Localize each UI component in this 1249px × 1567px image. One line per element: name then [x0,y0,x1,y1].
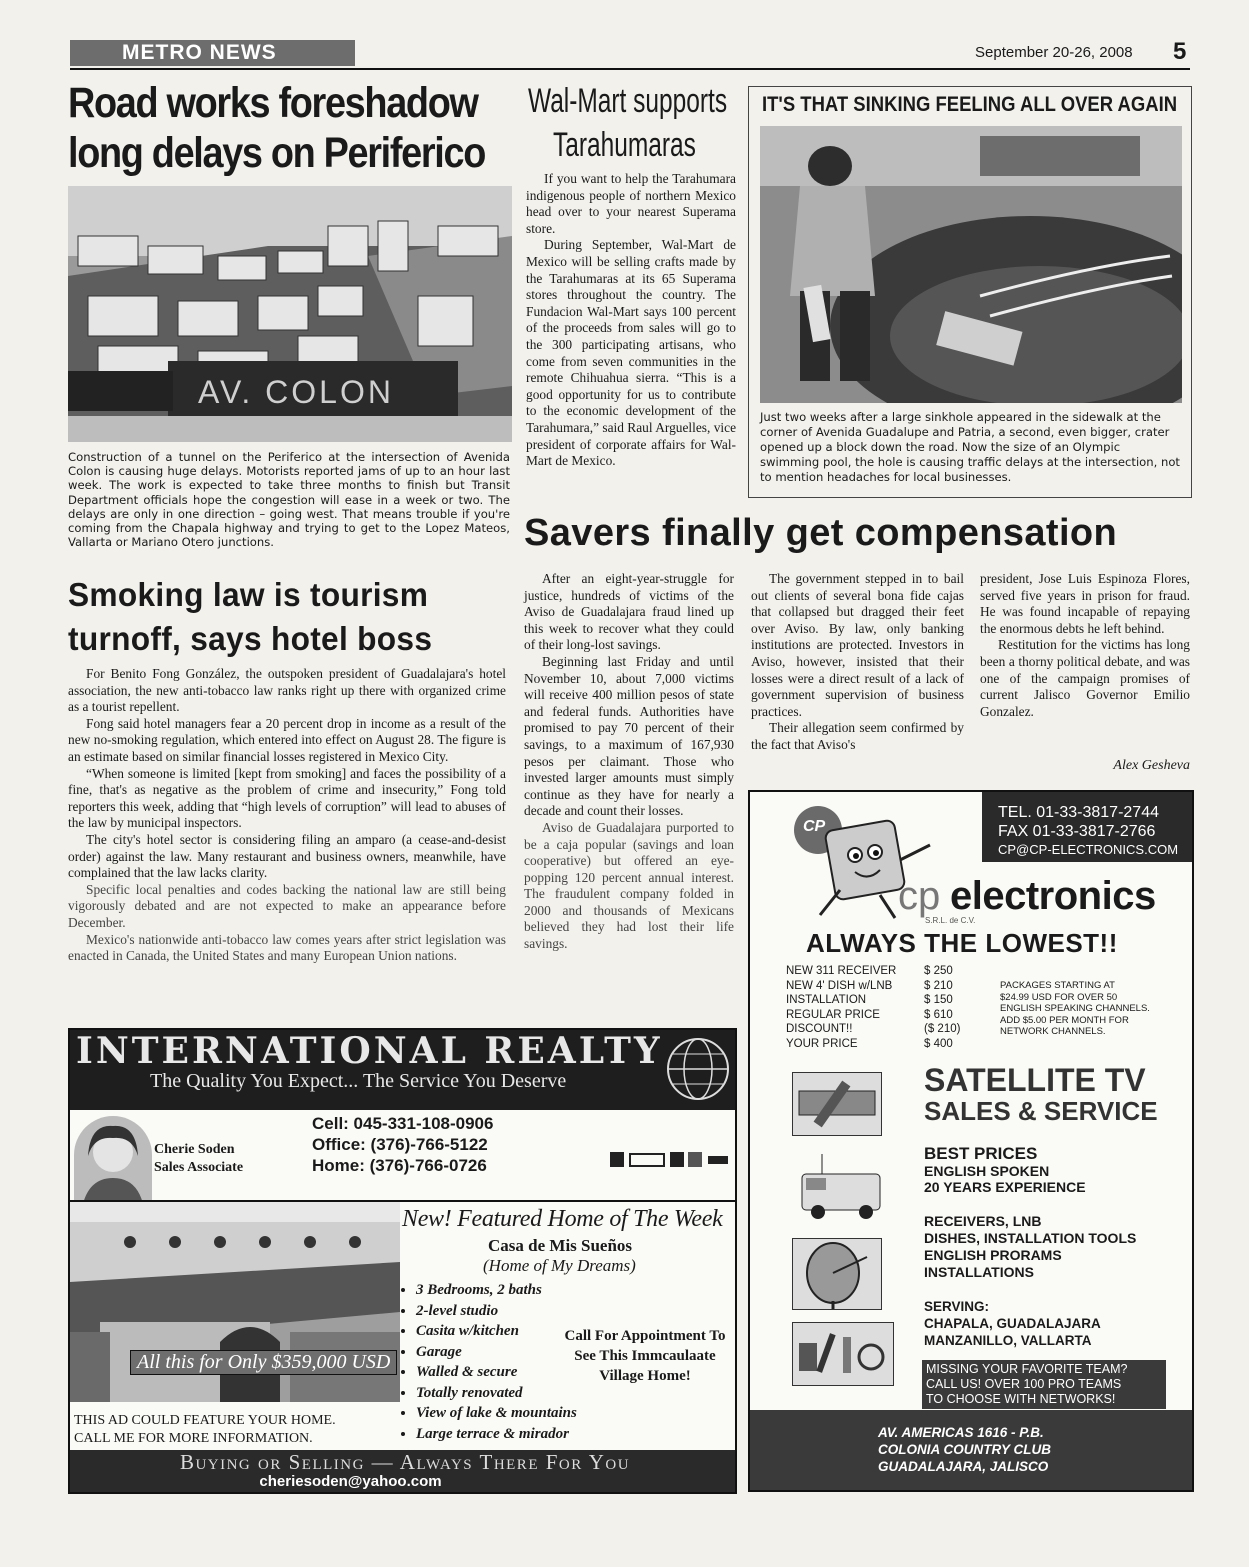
feature-item: • Garage [416,1342,577,1363]
feature-item: • Walled & secure [416,1362,577,1383]
feature-item: • 2-level studio [416,1301,577,1322]
savers-column-2 [751,571,964,754]
smoking-body [68,666,506,965]
cp-electronics-ad [748,790,1194,1492]
agent-name: Cherie Soden [154,1142,235,1157]
cp-packages [1000,980,1190,1038]
walmart-paragraph: During September, Wal-Mart de Mexico will be selling crafts made by the Tarahumaras at its 65 Superama stores throughout the country. The Fundacion Wal-Mart says 100 percent of the proceeds from sales will go to the 300 participating artisans, who come from seven communities in the remote Chihuahua sierra. “This is a good opportunity for us to contribute to the economic development of the Tarahumara,” said Raul Arguelles, vice president of corporate affairs for Wal-Mart de Mexico. [526,237,737,469]
smoking-paragraph: Mexico's nationwide anti-tobacco law comes years after strict legislation was enacted in Canada, the United States and many European Union nations. [68,931,506,964]
price-banner: All this for Only $359,000 USD [130,1350,397,1375]
realty-footer-slogan: Buying or Selling — Always There For You [179,1450,631,1474]
installation-tools-icon [793,1323,893,1385]
cp-tel: TEL. 01-33-3817-2744 [998,804,1159,821]
address-line: AV. AMERICAS 1616 - P.B. [878,1425,1044,1440]
mls-logos-icon [610,1150,730,1170]
address-line: GUADALAJARA, JALISCO [878,1459,1049,1474]
cp-feature: DISHES, INSTALLATION TOOLS [924,1230,1137,1246]
agent-title: Sales Associate [154,1160,244,1175]
walmart-headline-line2: Tarahumaras [553,126,696,164]
price-item: DISCOUNT!! [786,1023,853,1035]
savers-byline: Alex Gesheva [1113,758,1190,773]
van-image [792,1154,892,1226]
cp-address [878,1424,1051,1475]
smoking-headline-line1: Smoking law is tourism [68,576,429,613]
package-line: NETWORK CHANNELS. [1000,1026,1106,1037]
savers-paragraph: Aviso de Guadalajara purported to be a caja popular (savings and loan cooperative) but offered an eye-popping 120 percent annual interest. The fraudulent company folded in 2000 and thousands of Mexicans believed they had lost their life savings. [524,819,734,952]
cp-missing-team-box [922,1360,1166,1409]
cp-brand: electronics [950,874,1156,918]
property-subtitle: (Home of My Dreams) [483,1256,636,1275]
savers-paragraph: After an eight-year-struggle for justice, hundreds of victims of the Aviso de Guadalajara fraud lined up this week to recover what they could of their long-lost savings. [524,571,734,653]
package-line: $24.99 USD FOR OVER 50 [1000,991,1118,1003]
cp-logo-badge: CP [803,818,826,835]
sinkhole-illustration [760,126,1182,403]
savers-paragraph: Beginning last Friday and until November 10, about 7,000 victims will receive 400 million pesos of state and federal funds. Authorities have promised to pay 70 percent of their savings, to a maximum of 167,930 pesos per claimant. Those who invested larger amounts must simply continue as they have for nearly a decade and count their losses. [524,653,734,819]
section-title: METRO NEWS [122,41,277,64]
agent-office: Office: (376)-766-5122 [312,1135,488,1154]
cp-feature: CHAPALA, GUADALAJARA [924,1316,1101,1331]
price-value: $ 610 [924,1008,953,1021]
feature-item: • Large terrace & mirador [416,1424,577,1445]
agent-cell: Cell: 045-331-108-0906 [312,1114,494,1133]
price-row [786,1022,986,1037]
cp-block-1 [924,1144,1086,1195]
savers-paragraph: Their allegation seem confirmed by the fact that Aviso's [751,720,964,752]
smoking-paragraph: Fong said hotel managers fear a 20 percent drop in income as a result of the new no-smoking regulation, which entered into effect on August 28. The figure is an estimate based on similar financial losses registered in Mexico City. [68,715,506,764]
realty-title: INTERNATIONAL REALTY [76,1030,663,1072]
feature-item: • 3 Bedrooms, 2 baths [416,1280,577,1301]
sinkhole-headline: IT'S THAT SINKING FEELING ALL OVER AGAIN [762,93,1178,116]
sinkhole-photo [760,126,1182,403]
price-value: $ 210 [924,979,953,992]
cp-brand-prefix: cp [898,874,941,918]
smoking-headline-line2: turnoff, says hotel boss [68,620,433,657]
receiver-icon [793,1073,881,1135]
issue-date: September 20-26, 2008 [975,44,1133,61]
smoking-paragraph: For Benito Fong González, the outspoken president of Guadalajara's hotel association, the new anti-tobacco law ranks right up there with organized crime as a tourist repellent. [68,666,506,715]
road-photo [68,186,512,442]
road-photo-caption: Construction of a tunnel on the Periferico at the intersection of Avenida Colon is causing huge delays. Motorists reported jams of up to an hour last week. The work is expected to take three months to finish but Transit Department officials hope the congestion will ease in a week or two. The delays are only in one direction – going west. That means trouble if you're coming from the Chapala highway and trying to get to the Lopez Mateos, Vallarta or Mariano Otero junctions. [68,450,510,550]
cp-slogan: ALWAYS THE LOWEST!! [806,928,1118,958]
price-row [786,993,986,1008]
package-line: ADD $5.00 PER MONTH FOR [1000,1014,1129,1026]
property-features [402,1280,577,1444]
page-number: 5 [1173,38,1187,65]
feature-home-text-1: THIS AD COULD FEATURE YOUR HOME. [74,1413,336,1428]
price-item: YOUR PRICE [786,1037,858,1050]
cp-feature: BEST PRICES [924,1144,1038,1163]
photo-street-sign: AV. COLON [198,374,394,410]
cp-price-list [786,964,986,1051]
satellite-title-2: SALES & SERVICE [924,1096,1158,1126]
missing-line: TO CHOOSE WITH NETWORKS! [926,1392,1116,1406]
sinkhole-caption: Just two weeks after a large sinkhole appeared in the sidewalk at the corner of Avenida Guadalupe and Patria, a second, even bigger, crater opened up a block down the road. Now the size of an Olympic swimming pool, the hole is causing traffic delays at the intersection, not to mention headaches for local businesses. [760,410,1180,484]
feature-item: • Casita w/kitchen [416,1321,577,1342]
walmart-paragraph: If you want to help the Tarahumara indigenous people of northern Mexico head over to your nearest Superama store. [526,171,736,236]
cp-block-3 [924,1298,1101,1349]
cp-fax: FAX 01-33-3817-2766 [998,823,1156,840]
cp-email[interactable]: CP@CP-ELECTRONICS.COM [998,842,1179,857]
cp-feature: INSTALLATIONS [924,1264,1034,1280]
globe-icon [665,1036,731,1102]
walmart-headline-line1: Wal-Mart supports [528,82,728,120]
smoking-paragraph: Specific local penalties and codes backing the national law are still being vigorously debated and are not expected to make an appearance before December. [68,881,506,930]
price-value: $ 400 [924,1037,953,1050]
cp-feature: ENGLISH PRORAMS [924,1247,1062,1263]
cp-feature: SERVING: [924,1299,990,1314]
agent-photo [74,1116,152,1208]
service-van-icon [792,1154,892,1226]
receiver-image [792,1072,882,1136]
featured-home-title: New! Featured Home of The Week [402,1206,723,1232]
cp-feature: RECEIVERS, LNB [924,1213,1042,1229]
price-row [786,1008,986,1023]
package-line: ENGLISH SPEAKING CHANNELS. [1000,1003,1150,1014]
walmart-body [526,171,736,470]
satellite-dish-icon [793,1239,881,1309]
price-item: NEW 311 RECEIVER [786,965,897,977]
smoking-paragraph: The city's hotel sector is considering filing an amparo (a cease-and-desist order) against the law. Many restaurant and business owners, meanwhile, have complained that the law lacks clarity. [68,831,506,881]
feature-home-text-2: CALL ME FOR MORE INFORMATION. [74,1431,313,1446]
missing-line: CALL US! OVER 100 PRO TEAMS [926,1377,1122,1391]
header-rule [70,68,1190,70]
road-headline-line2: long delays on Periferico [68,129,486,177]
price-value: $ 150 [924,994,953,1006]
realty-tagline: The Quality You Expect... The Service You Deserve [150,1070,567,1092]
feature-item: • View of lake & mountains [416,1403,577,1424]
cp-feature: MANZANILLO, VALLARTA [924,1333,1092,1348]
agent-portrait-icon [74,1116,152,1208]
tools-image [792,1322,894,1386]
price-item: NEW 4' DISH w/LNB [786,979,893,992]
package-line: PACKAGES STARTING AT [1000,980,1115,991]
feature-item: • Totally renovated [416,1383,577,1404]
price-row [786,1037,986,1052]
realty-ad [68,1028,737,1494]
agent-home: Home: (376)-766-0726 [312,1156,487,1175]
property-name: Casa de Mis Sueños [488,1236,633,1255]
price-row [786,979,986,994]
price-value: ($ 210) [924,1023,961,1035]
savers-paragraph: Restitution for the victims has long been a thorny political debate, and was one of the campaign promises of current Jalisco Governor Emilio Gonzalez. [980,637,1190,719]
price-row [786,964,986,979]
savers-headline: Savers finally get compensation [524,512,1118,554]
address-line: COLONIA COUNTRY CLUB [878,1442,1052,1457]
cp-block-2 [924,1213,1136,1281]
savers-column-1 [524,571,734,953]
price-item: REGULAR PRICE [786,1008,880,1021]
smoking-paragraph: “When someone is limited [kept from smoking] and faces the possibility of a fine, that's as negative as the problem of crime and insecurity,” Fong told reporters this week, adding that “high levels of corruption” will lead to abuses of the law by municipal inspectors. [68,765,506,831]
price-value: $ 250 [924,965,953,977]
satellite-title-1: SATELLITE TV [924,1062,1146,1098]
savers-paragraph: president, Jose Luis Espinoza Flores, served five years in prison for fraud. He was found incapable of repaying the enormous debts he left behind. [980,571,1190,636]
realty-email[interactable]: cheriesoden@yahoo.com [259,1473,442,1490]
savers-paragraph: The government stepped in to bail out clients of several bona fide cajas that collapsed but dragged their feet over Aviso. By law, only banking institutions are protected. Investors in Aviso, however, insisted that their losses were a direct result of a lack of government supervision of business practices. [751,571,964,719]
cp-feature: 20 YEARS EXPERIENCE [924,1179,1086,1195]
call-for-appointment: Call For Appointment To See This Immcaulaate Village Home! [564,1328,726,1384]
cp-brand-suffix: S.R.L. de C.V. [925,916,976,925]
savers-column-3 [980,571,1190,720]
missing-line: MISSING YOUR FAVORITE TEAM? [926,1362,1128,1376]
road-headline-line1: Road works foreshadow [68,79,478,127]
cp-feature: ENGLISH SPOKEN [924,1163,1050,1179]
dish-image [792,1238,882,1310]
price-item: INSTALLATION [786,994,867,1006]
